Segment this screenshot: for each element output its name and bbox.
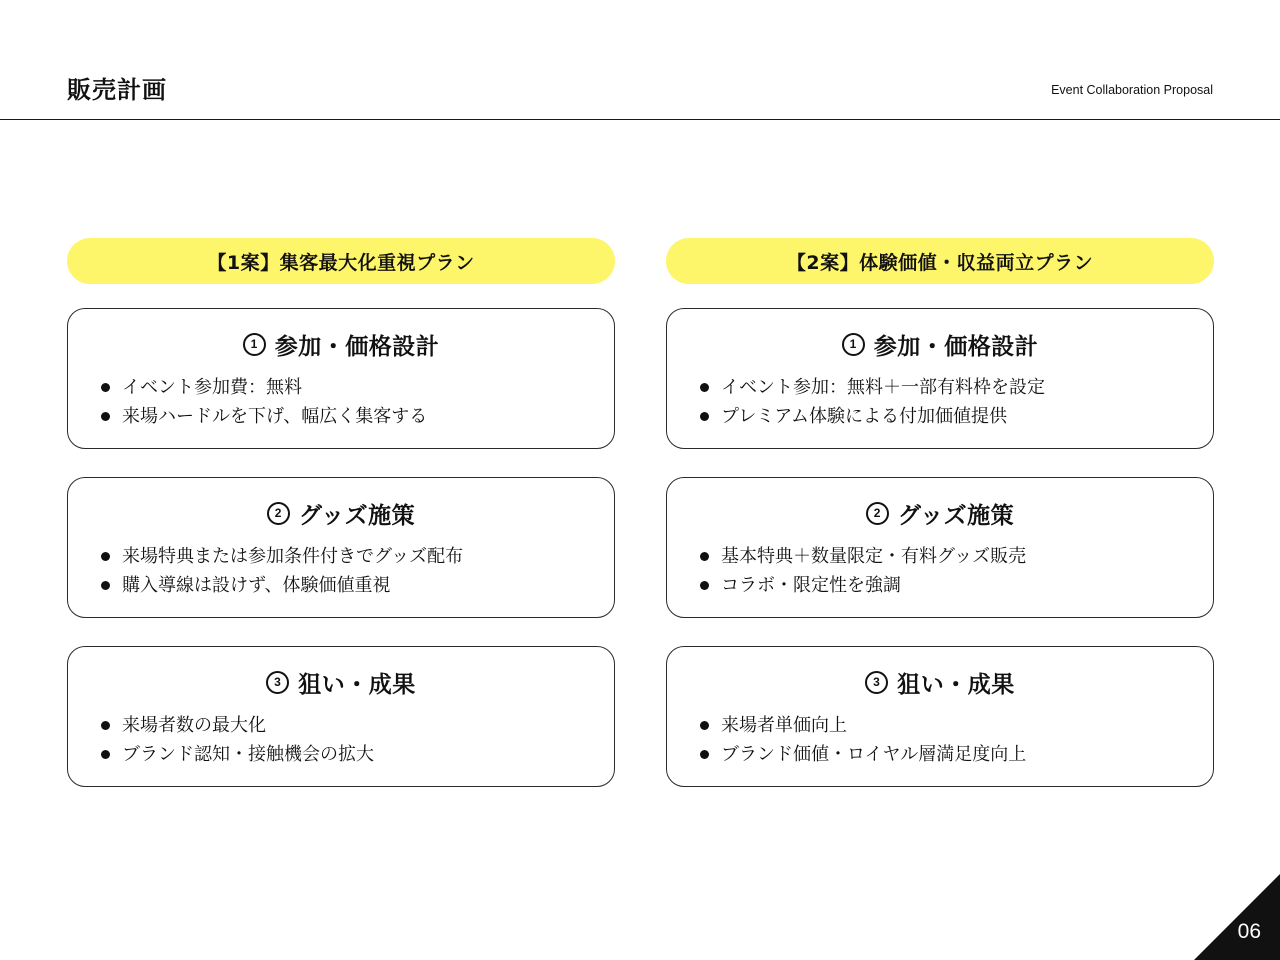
document-subtitle: Event Collaboration Proposal [1051,83,1213,97]
bullet-text: 来場者単価向上 [721,715,847,736]
bullet-text: 来場者数の最大化 [122,715,266,736]
circled-number-icon: 3 [865,671,888,694]
page-number: 06 [1237,920,1261,943]
card-title-text: 狙い・成果 [897,671,1015,698]
list-item [699,571,1026,600]
plan-column-1 [67,238,615,765]
bullet-dot-icon [700,581,709,590]
list-item [699,402,1045,431]
bullet-dot-icon [700,412,709,421]
corner-triangle [1194,874,1280,960]
list-item [699,711,1026,740]
bullet-text: イベント参加：無料＋一部有料枠を設定 [721,377,1045,398]
circled-number-icon: 2 [267,502,290,525]
plan-label-pill: 【1案】集客最大化重視プラン [67,238,615,284]
card-title-text: グッズ施策 [298,502,416,529]
card-title [68,665,614,699]
bullet-dot-icon [101,581,110,590]
bullet-list [100,711,374,769]
plan-1-card-pricing [67,308,615,449]
card-title-text: グッズ施策 [897,502,1015,529]
bullet-list [699,711,1026,769]
bullet-text: 購入導線は設けず、体験価値重視 [122,575,391,596]
card-title [68,327,614,361]
card-title [68,496,614,530]
bullet-dot-icon [700,383,709,392]
circled-number-icon: 2 [866,502,889,525]
card-title [667,665,1213,699]
circled-number-icon: 1 [842,333,865,356]
bullet-list [100,542,463,600]
bullet-dot-icon [700,552,709,561]
list-item [699,740,1026,769]
card-title-text: 狙い・成果 [298,671,416,698]
plan-label-pill: 【2案】体験価値・収益両立プラン [666,238,1214,284]
circled-number-icon: 3 [266,671,289,694]
page-title: 販売計画 [67,76,167,104]
bullet-dot-icon [101,721,110,730]
bullet-dot-icon [101,412,110,421]
bullet-text: ブランド認知・接触機会の拡大 [122,744,374,765]
plan-2-card-goods [666,477,1214,618]
plan-2-card-goals [666,646,1214,787]
bullet-list [699,373,1045,431]
bullet-text: コラボ・限定性を強調 [721,575,901,596]
plan-1-card-goods [67,477,615,618]
plan-column-2 [666,238,1214,765]
list-item [699,542,1026,571]
bullet-dot-icon [101,383,110,392]
bullet-list [699,542,1026,600]
list-item [100,571,463,600]
bullet-text: 来場ハードルを下げ、幅広く集客する [122,406,428,427]
list-item [699,373,1045,402]
bullet-dot-icon [101,552,110,561]
plan-2-card-pricing [666,308,1214,449]
bullet-list [100,373,427,431]
list-item [100,542,463,571]
circled-number-icon: 1 [243,333,266,356]
list-item [100,740,374,769]
card-title-text: 参加・価格設計 [873,333,1039,360]
list-item [100,402,427,431]
plan-1-card-goals [67,646,615,787]
list-item [100,373,427,402]
bullet-text: ブランド価値・ロイヤル層満足度向上 [721,744,1027,765]
bullet-text: 来場特典または参加条件付きでグッズ配布 [122,546,464,567]
bullet-text: イベント参加費：無料 [122,377,302,398]
bullet-dot-icon [700,750,709,759]
list-item [100,711,374,740]
bullet-dot-icon [700,721,709,730]
card-title-text: 参加・価格設計 [274,333,440,360]
card-title [667,327,1213,361]
bullet-dot-icon [101,750,110,759]
bullet-text: 基本特典＋数量限定・有料グッズ販売 [721,546,1027,567]
card-title [667,496,1213,530]
page-header [0,0,1280,120]
bullet-text: プレミアム体験による付加価値提供 [721,406,1008,427]
